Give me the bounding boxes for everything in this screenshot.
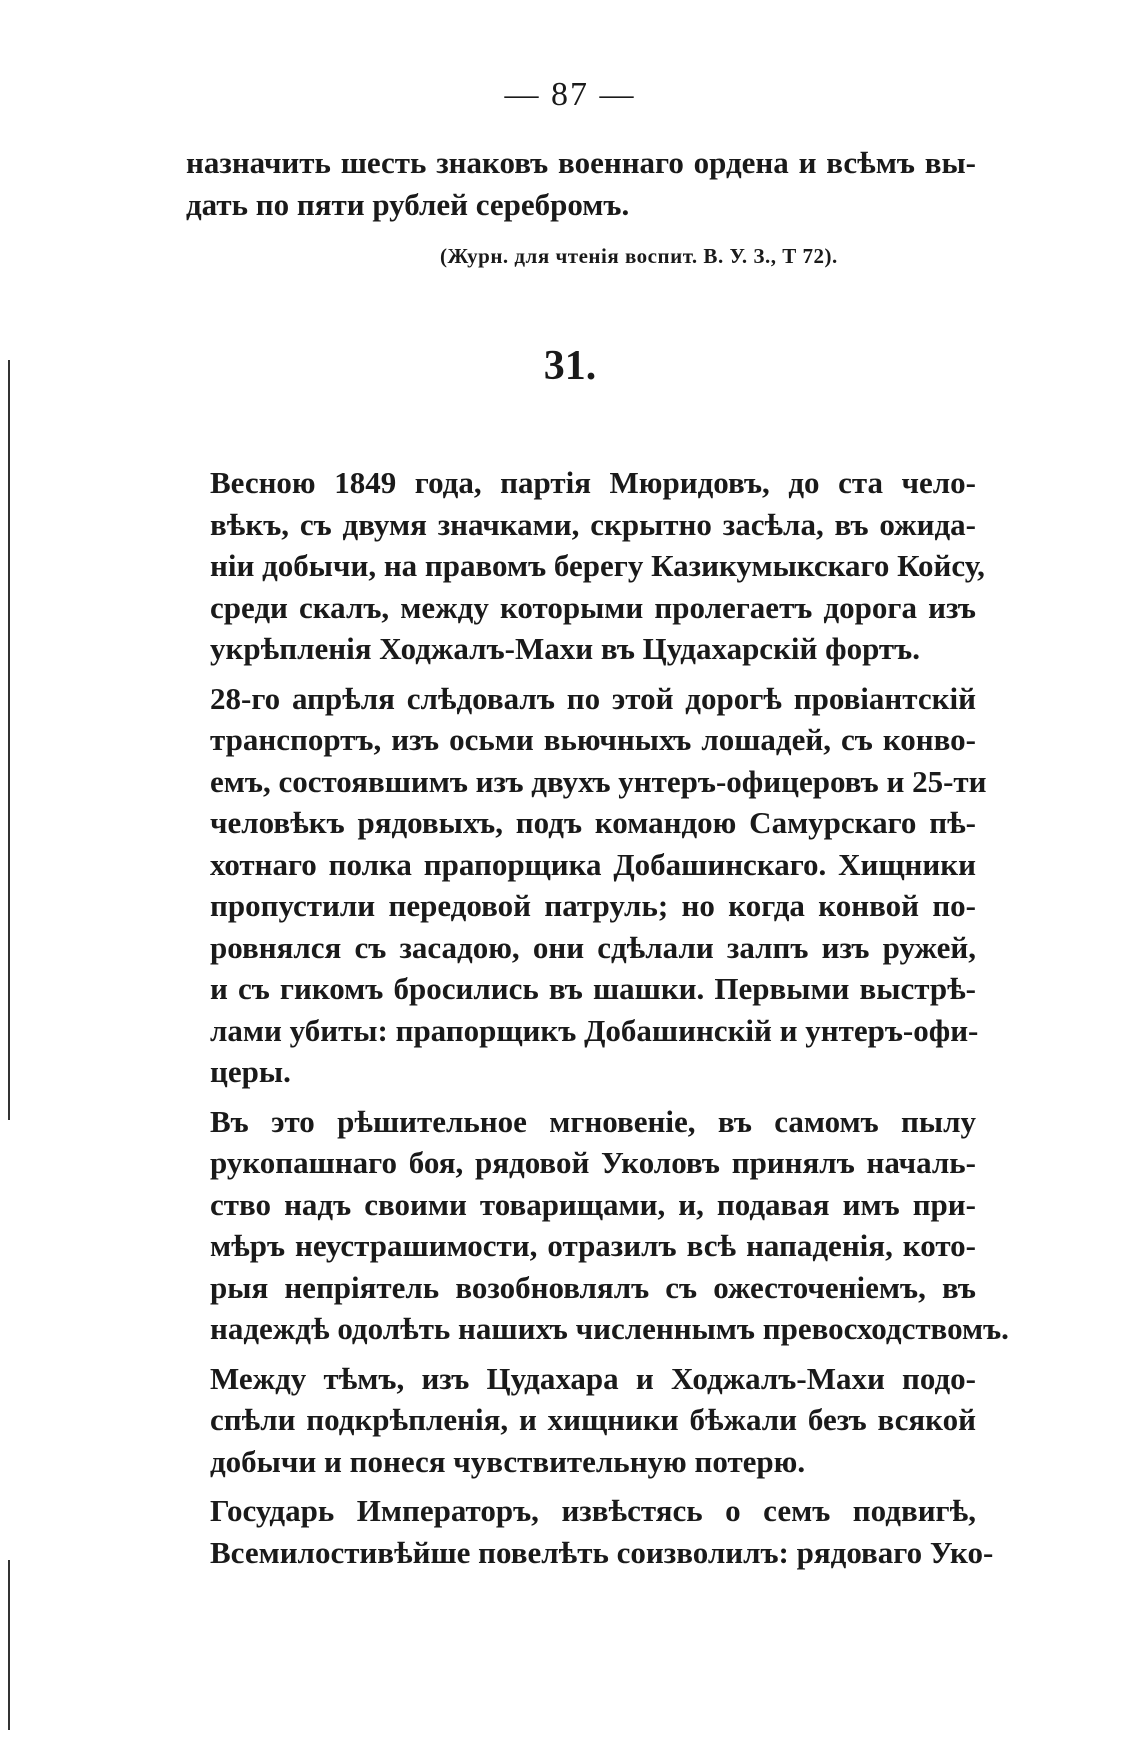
paragraph bbox=[186, 678, 987, 1093]
text-line: Въ это рѣшительное мгновеніе, въ самомъ пылу bbox=[210, 1103, 976, 1139]
text-line: добычи и понеся чувствительную потерю. bbox=[210, 1443, 806, 1479]
text-line: надеждѣ одолѣть нашихъ численнымъ превосходствомъ. bbox=[210, 1311, 1009, 1346]
text-line: Всемилостивѣйше повелѣть соизволилъ: рядоваго Уко- bbox=[210, 1534, 994, 1570]
text-line: мѣръ неустрашимости, отразилъ всѣ нападенія, кото- bbox=[210, 1228, 976, 1263]
left-margin-rule bbox=[8, 360, 10, 1120]
body-text bbox=[186, 462, 1009, 1581]
text-line: церы. bbox=[210, 1054, 291, 1089]
intro-text bbox=[186, 142, 976, 225]
paragraph bbox=[186, 1101, 1009, 1350]
intro-line: назначить шесть знаковъ военнаго ордена и всѣмъ вы- bbox=[186, 145, 976, 180]
text-line: лами убиты: прапорщикъ Добашинскій и унтеръ-офи- bbox=[210, 1012, 979, 1048]
section-number: 31. bbox=[543, 343, 597, 389]
text-line: человѣкъ рядовыхъ, подъ командою Самурскаго пѣ- bbox=[210, 805, 976, 840]
text-line: спѣли подкрѣпленія, и хищники бѣжали безъ всякой bbox=[210, 1402, 976, 1437]
paragraph bbox=[186, 462, 985, 670]
text-line: 28-го апрѣля слѣдовалъ по этой дорогѣ провіантскій bbox=[210, 680, 976, 716]
text-line: пропустили передовой патруль; но когда конвой по- bbox=[210, 888, 976, 923]
text-line: ніи добычи, на правомъ берегу Казикумыкскаго Койсу, bbox=[210, 548, 985, 583]
text-line: рукопашнаго боя, рядовой Уколовъ принялъ началь- bbox=[210, 1145, 976, 1180]
text-line: Между тѣмъ, изъ Цудахара и Ходжалъ-Махи подо- bbox=[210, 1360, 976, 1396]
text-line: вѣкъ, съ двумя значками, скрытно засѣла, въ ожида- bbox=[210, 506, 976, 542]
text-line: хотнаго полка прапорщика Добашинскаго. Хищники bbox=[210, 846, 976, 882]
text-line: транспортъ, изъ осьми вьючныхъ лошадей, съ конво- bbox=[210, 722, 976, 757]
source-note: (Журн. для чтенія воспит. В. У. З., Т 72). bbox=[440, 244, 838, 268]
text-line: рыя непріятель возобновлялъ съ ожесточеніемъ, въ bbox=[210, 1269, 976, 1305]
text-line: ровнялся съ засадою, они сдѣлали залпъ изъ ружей, bbox=[210, 929, 976, 965]
text-line: и съ гикомъ бросились въ шашки. Первыми выстрѣ- bbox=[210, 971, 976, 1006]
paragraph bbox=[186, 1358, 976, 1483]
intro-line: дать по пяти рублей серебромъ. bbox=[186, 186, 630, 222]
text-line: Государь Императоръ, извѣстясь о семъ подвигѣ, bbox=[210, 1493, 976, 1528]
text-line: емъ, состоявшимъ изъ двухъ унтеръ-офицеровъ и 25-ти bbox=[210, 763, 987, 799]
page-number: — 87 — bbox=[504, 76, 636, 113]
text-line: Весною 1849 года, партія Мюридовъ, до ста чело- bbox=[210, 465, 976, 500]
text-line: среди скалъ, между которыми пролегаетъ дорога изъ bbox=[210, 589, 976, 625]
text-line: укрѣпленія Ходжалъ-Махи въ Цудахарскій фортъ. bbox=[210, 631, 920, 666]
text-line: ство надъ своими товарищами, и, подавая имъ при- bbox=[210, 1186, 976, 1222]
paragraph bbox=[186, 1490, 994, 1573]
left-margin-rule-lower bbox=[8, 1560, 10, 1730]
